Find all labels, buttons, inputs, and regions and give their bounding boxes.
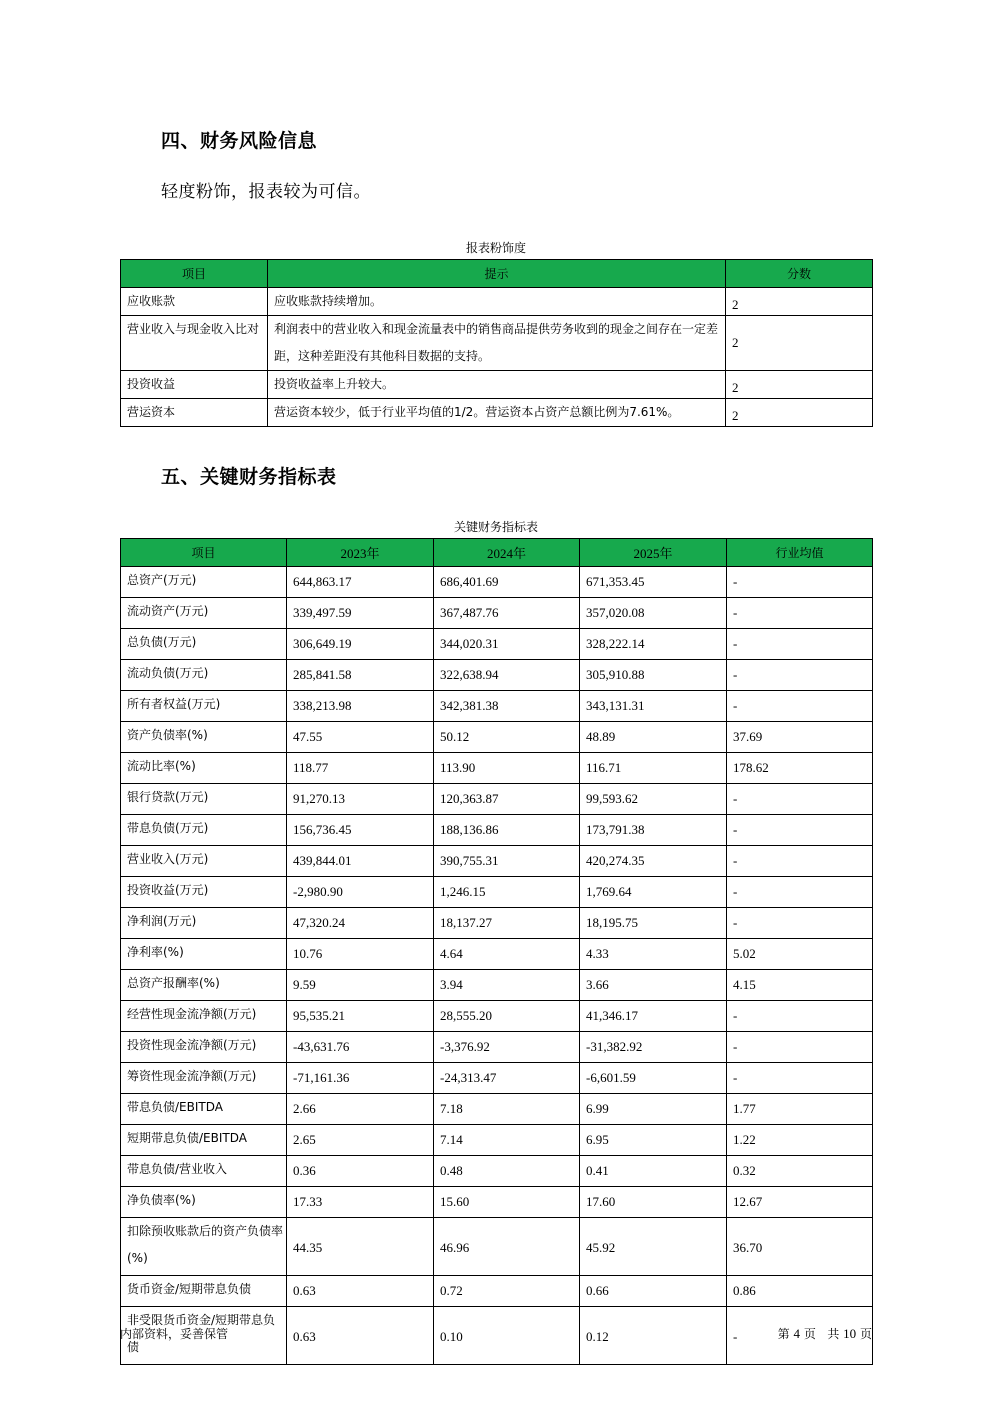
table-row [121,970,873,1001]
table-row [121,288,873,316]
table-row [121,1187,873,1218]
kpi-table [120,538,873,1365]
value-cell: 0.10 [434,1307,580,1365]
value-cell: - [727,815,873,846]
value-cell: 2.65 [287,1125,434,1156]
value-cell: 118.77 [287,753,434,784]
table-row [121,399,873,427]
value-cell: 644,863.17 [287,567,434,598]
value-cell: - [727,660,873,691]
kpi-table-body [121,567,873,1365]
value-cell: - [727,784,873,815]
value-cell: 0.32 [727,1156,873,1187]
value-cell: 357,020.08 [580,598,727,629]
value-cell: 344,020.31 [434,629,580,660]
value-cell: -43,631.76 [287,1032,434,1063]
table-row [121,660,873,691]
item-cell: 总负债(万元) [121,629,287,660]
value-cell: -31,382.92 [580,1032,727,1063]
value-cell: 4.64 [434,939,580,970]
value-cell: 343,131.31 [580,691,727,722]
footer-page-number [778,1325,872,1342]
value-cell: 342,381.38 [434,691,580,722]
item-cell: 总资产(万元) [121,567,287,598]
item-cell: 营业收入(万元) [121,846,287,877]
section4-summary: 轻度粉饰，报表较为可信。 [161,182,371,202]
item-cell: 短期带息负债/EBITDA [121,1125,287,1156]
section4-heading: 四、财务风险信息 [161,130,318,152]
value-cell: - [727,629,873,660]
item-cell: 银行贷款(万元) [121,784,287,815]
table-row [121,815,873,846]
table-row [121,877,873,908]
value-cell: 116.71 [580,753,727,784]
value-cell: - [727,1307,873,1365]
score-cell: 2 [726,371,873,399]
value-cell: 305,910.88 [580,660,727,691]
table-row [121,908,873,939]
item-cell: 带息负债/营业收入 [121,1156,287,1187]
value-cell: 37.69 [727,722,873,753]
value-cell: 1.77 [727,1094,873,1125]
value-cell: 15.60 [434,1187,580,1218]
value-cell: 4.15 [727,970,873,1001]
value-cell: 390,755.31 [434,846,580,877]
table-row [121,629,873,660]
value-cell: - [727,846,873,877]
section5-table-title: 关键财务指标表 [453,520,538,534]
value-cell: 173,791.38 [580,815,727,846]
item-cell: 净利润(万元) [121,908,287,939]
column-header: 项目 [121,260,268,288]
value-cell: 1.22 [727,1125,873,1156]
item-cell: 营运资本 [121,399,268,427]
hint-cell: 应收账款持续增加。 [268,288,726,316]
item-cell: 经营性现金流净额(万元) [121,1001,287,1032]
hint-cell: 利润表中的营业收入和现金流量表中的销售商品提供劳务收到的现金之间存在一定差距，这种差距没有其他科目数据的支持。 [268,316,726,371]
item-cell: 净利率(%) [121,939,287,970]
table-row [121,784,873,815]
value-cell: 46.96 [434,1218,580,1276]
column-header: 提示 [268,260,726,288]
value-cell: 9.59 [287,970,434,1001]
value-cell: 0.72 [434,1276,580,1307]
value-cell: 0.48 [434,1156,580,1187]
value-cell: - [727,567,873,598]
value-cell: 28,555.20 [434,1001,580,1032]
value-cell: 95,535.21 [287,1001,434,1032]
value-cell: 6.95 [580,1125,727,1156]
value-cell: - [727,877,873,908]
value-cell: 0.63 [287,1307,434,1365]
table-row [121,939,873,970]
page-prefix: 第 [777,1327,790,1341]
column-header: 项目 [121,539,287,567]
value-cell: 0.41 [580,1156,727,1187]
section5-heading: 五、关键财务指标表 [161,466,337,488]
value-cell: 686,401.69 [434,567,580,598]
item-cell: 投资收益(万元) [121,877,287,908]
value-cell: 1,769.64 [580,877,727,908]
page-total: 10 [843,1326,857,1341]
value-cell: 0.12 [580,1307,727,1365]
value-cell: 338,213.98 [287,691,434,722]
table-row [121,316,873,371]
table-row [121,753,873,784]
score-cell: 2 [726,316,873,371]
column-header: 2024年 [434,539,580,567]
item-cell: 投资性现金流净额(万元) [121,1032,287,1063]
value-cell: - [727,1032,873,1063]
value-cell: 120,363.87 [434,784,580,815]
table-row [121,1156,873,1187]
hint-cell: 投资收益率上升较大。 [268,371,726,399]
value-cell: 48.89 [580,722,727,753]
value-cell: 47.55 [287,722,434,753]
table-row [121,691,873,722]
value-cell: 339,497.59 [287,598,434,629]
item-cell: 带息负债(万元) [121,815,287,846]
table-row [121,1094,873,1125]
item-cell: 资产负债率(%) [121,722,287,753]
footer-left: 内部资料，妥善保管 [120,1327,229,1341]
value-cell: 439,844.01 [287,846,434,877]
item-cell: 带息负债/EBITDA [121,1094,287,1125]
value-cell: 113.90 [434,753,580,784]
table-row [121,722,873,753]
hint-cell: 营运资本较少，低于行业平均值的1/2。营运资本占资产总额比例为7.61%。 [268,399,726,427]
value-cell: -71,161.36 [287,1063,434,1094]
value-cell: 7.14 [434,1125,580,1156]
item-cell: 筹资性现金流净额(万元) [121,1063,287,1094]
item-cell: 所有者权益(万元) [121,691,287,722]
value-cell: 17.33 [287,1187,434,1218]
item-cell: 净负债率(%) [121,1187,287,1218]
value-cell: -3,376.92 [434,1032,580,1063]
value-cell: 0.63 [287,1276,434,1307]
table-row [121,1307,873,1365]
value-cell: 3.66 [580,970,727,1001]
table-row [121,1218,873,1276]
value-cell: 12.67 [727,1187,873,1218]
table-row [121,598,873,629]
value-cell: 6.99 [580,1094,727,1125]
value-cell: 50.12 [434,722,580,753]
page-mid: 页 [803,1327,816,1341]
value-cell: - [727,691,873,722]
value-cell: - [727,598,873,629]
value-cell: 45.92 [580,1218,727,1276]
value-cell: 420,274.35 [580,846,727,877]
section4-table-title: 报表粉饰度 [465,241,526,255]
value-cell: 99,593.62 [580,784,727,815]
value-cell: 188,136.86 [434,815,580,846]
item-cell: 营业收入与现金收入比对 [121,316,268,371]
risk-table-header [121,260,873,288]
value-cell: 285,841.58 [287,660,434,691]
value-cell: 0.86 [727,1276,873,1307]
total-prefix: 共 [827,1327,840,1341]
value-cell: - [727,1001,873,1032]
value-cell: 3.94 [434,970,580,1001]
value-cell: 156,736.45 [287,815,434,846]
item-cell: 应收账款 [121,288,268,316]
value-cell: -6,601.59 [580,1063,727,1094]
value-cell: - [727,908,873,939]
table-row [121,846,873,877]
table-row [121,1032,873,1063]
column-header: 行业均值 [727,539,873,567]
value-cell: 44.35 [287,1218,434,1276]
value-cell: 0.36 [287,1156,434,1187]
value-cell: 91,270.13 [287,784,434,815]
item-cell: 货币资金/短期带息负债 [121,1276,287,1307]
value-cell: 322,638.94 [434,660,580,691]
item-cell: 流动资产(万元) [121,598,287,629]
item-cell: 扣除预收账款后的资产负债率(%) [121,1218,287,1276]
item-cell: 流动比率(%) [121,753,287,784]
value-cell: 367,487.76 [434,598,580,629]
value-cell: -24,313.47 [434,1063,580,1094]
value-cell: 5.02 [727,939,873,970]
item-cell: 总资产报酬率(%) [121,970,287,1001]
value-cell: 10.76 [287,939,434,970]
table-row [121,1276,873,1307]
column-header: 分数 [726,260,873,288]
column-header: 2023年 [287,539,434,567]
score-cell: 2 [726,399,873,427]
value-cell: 328,222.14 [580,629,727,660]
value-cell: - [727,1063,873,1094]
value-cell: 7.18 [434,1094,580,1125]
value-cell: 671,353.45 [580,567,727,598]
value-cell: 41,346.17 [580,1001,727,1032]
item-cell: 投资收益 [121,371,268,399]
item-cell: 非受限货币资金/短期带息负债 [121,1307,287,1365]
page-current: 4 [793,1326,801,1341]
risk-table [120,259,873,427]
item-cell: 流动负债(万元) [121,660,287,691]
value-cell: 4.33 [580,939,727,970]
kpi-table-header [121,539,873,567]
value-cell: 306,649.19 [287,629,434,660]
table-row [121,567,873,598]
value-cell: 2.66 [287,1094,434,1125]
value-cell: 17.60 [580,1187,727,1218]
total-suffix: 页 [859,1327,872,1341]
value-cell: 18,137.27 [434,908,580,939]
score-cell: 2 [726,288,873,316]
table-row [121,371,873,399]
value-cell: 18,195.75 [580,908,727,939]
value-cell: 47,320.24 [287,908,434,939]
column-header: 2025年 [580,539,727,567]
value-cell: 0.66 [580,1276,727,1307]
value-cell: -2,980.90 [287,877,434,908]
value-cell: 1,246.15 [434,877,580,908]
table-row [121,1125,873,1156]
table-row [121,1001,873,1032]
value-cell: 36.70 [727,1218,873,1276]
value-cell: 178.62 [727,753,873,784]
table-row [121,1063,873,1094]
